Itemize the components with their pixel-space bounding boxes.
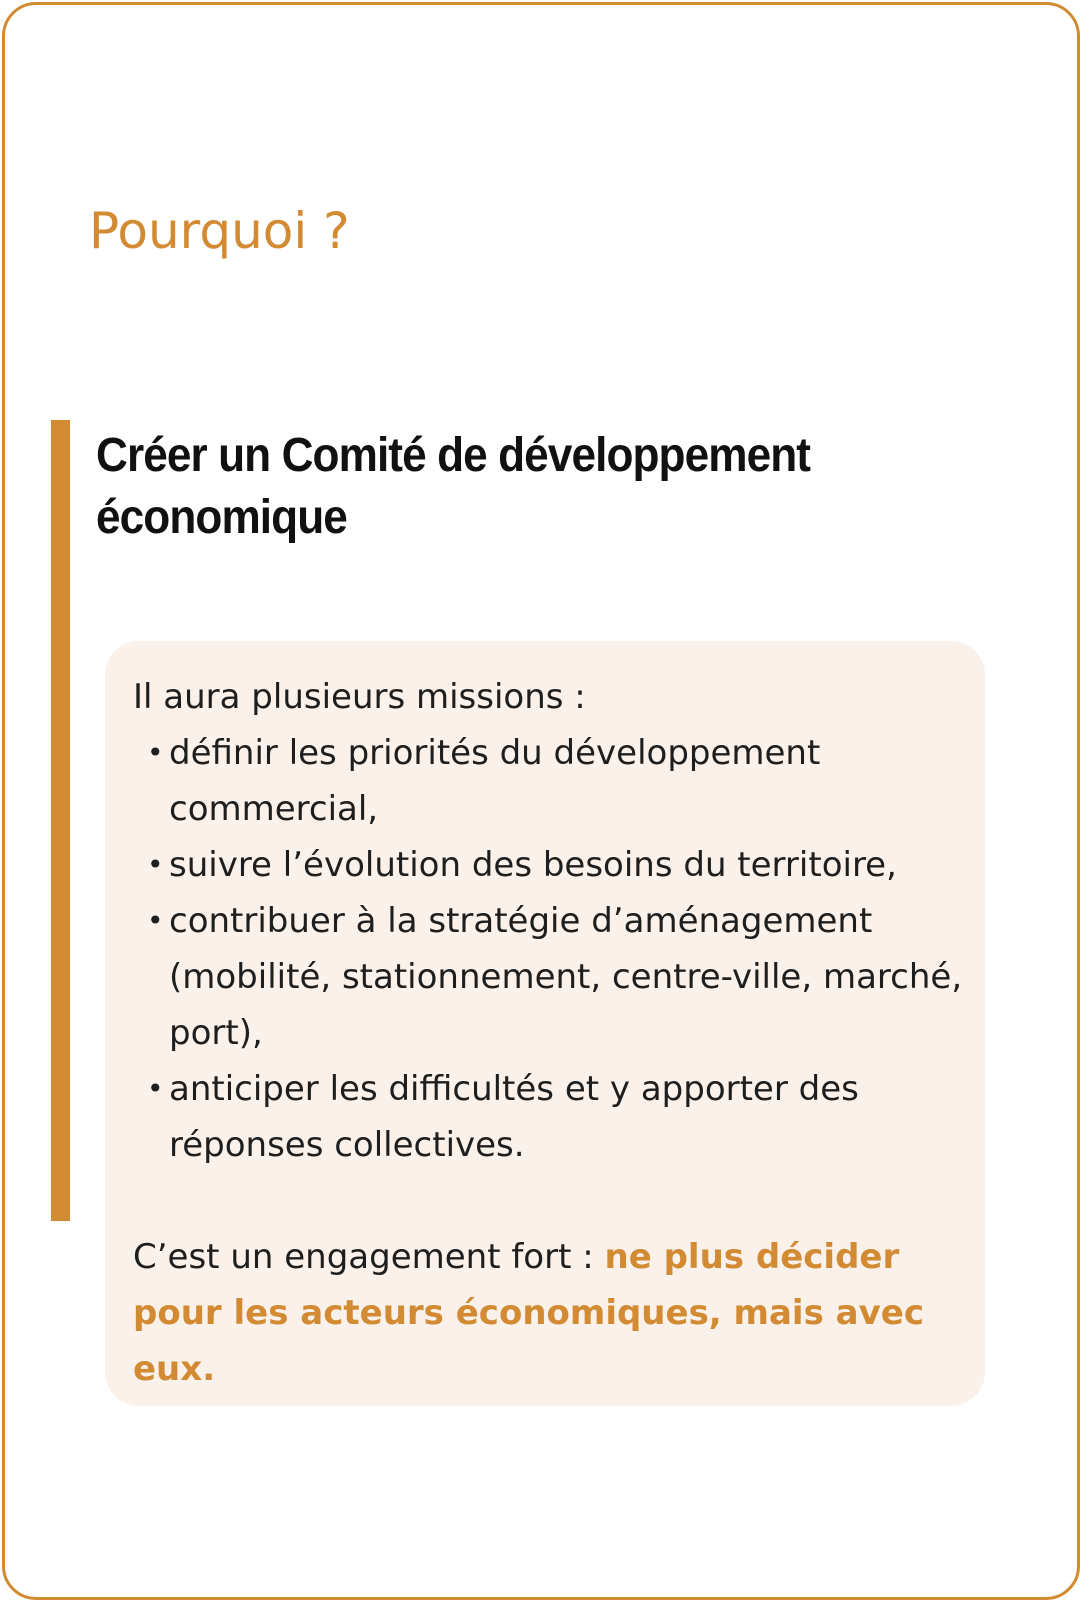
accent-bar [51, 420, 70, 1221]
bullet-icon: • [147, 848, 164, 881]
heading: Créer un Comité de développement économique [96, 429, 811, 544]
bullet-icon: • [147, 904, 164, 937]
mission-text: contribuer à la stratégie d’aménagement (mobilité, stationnement, centre-ville, marché, port), [169, 901, 963, 1053]
bullet-icon: • [147, 736, 164, 769]
mission-item [133, 725, 973, 837]
mission-text: anticiper les difficultés et y apporter des réponses collectives. [169, 1069, 859, 1165]
missions-intro: Il aura plusieurs missions : [133, 677, 586, 717]
mission-item [133, 893, 973, 1061]
card [2, 2, 1080, 1600]
closing-text: C’est un engagement fort : [133, 1237, 605, 1277]
mission-item [133, 837, 973, 893]
panel-body [133, 669, 973, 1397]
closing-emphasis: ne plus décider pour les acteurs économiques, mais avec eux. [133, 1237, 924, 1389]
missions-list [133, 725, 973, 1173]
closing-statement [133, 1229, 973, 1397]
section-title: Pourquoi ? [89, 202, 350, 260]
bullet-icon: • [147, 1072, 164, 1105]
mission-text: définir les priorités du développement commercial, [169, 733, 821, 829]
missions-panel [105, 641, 985, 1406]
mission-item [133, 1061, 973, 1173]
mission-text: suivre l’évolution des besoins du territoire, [169, 845, 897, 885]
